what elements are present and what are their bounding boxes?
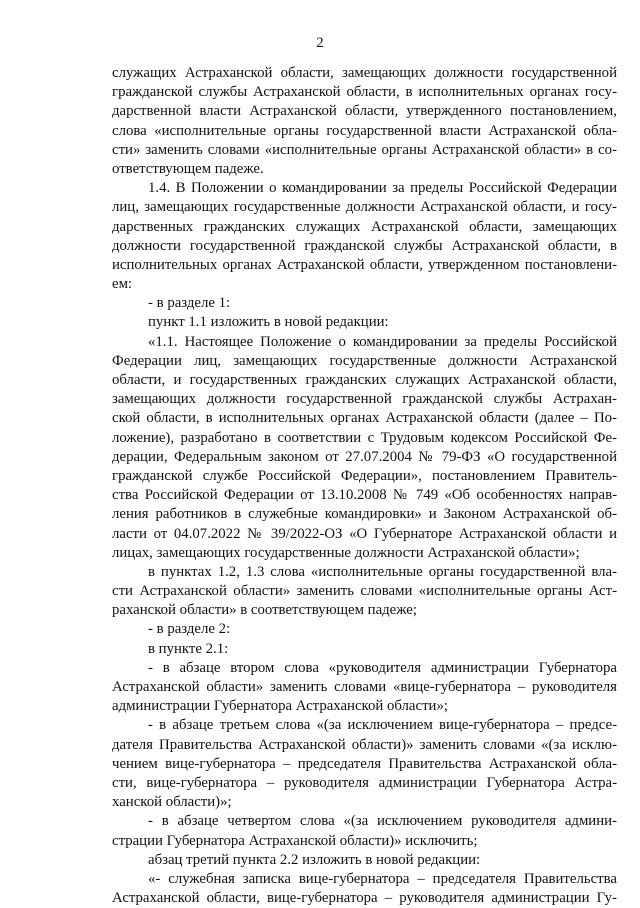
text-line: дарственной власти Астраханской области, утвержденного постановлением, [112,103,617,120]
text-line: 1.4. В Положении о командировании за пределы Российской Федерации [148,180,617,197]
text-line: сти» заменить словами «исполнительные органы Астраханской области» в со- [112,141,617,158]
text-line: в пункте 2.1: [148,640,229,657]
text-line: - в разделе 1: [148,295,231,312]
text-line: дателя Правительства Астраханской области)» заменить словами «(за исклю- [112,736,617,753]
text-line: дарственных гражданских служащих Астраханской области, замещающих [112,218,617,235]
text-line: пункт 1.1 изложить в новой редакции: [148,314,389,331]
text-line: дерации, Федеральным законом от 27.07.2004 № 79-ФЗ «О государственной [112,448,617,465]
text-line: чением вице-губернатора – председателя Правительства Астраханской обла- [112,755,617,772]
text-line: «- служебная записка вице-губернатора – председателя Правительства [148,870,617,887]
text-line: - в абзаце втором слова «руководителя администрации Губернатора [148,659,617,676]
text-line: сти Астраханской области» заменить словами «исполнительные органы Аст- [112,583,617,600]
text-line: - в разделе 2: [148,621,231,638]
document-body [112,64,617,908]
text-line: Астраханской области, вице-губернатора – руководителя администрации Гу- [112,890,617,907]
text-line: сти, вице-губернатора – руководителя администрации Губернатора Астра- [112,774,617,791]
text-line: Астраханской области» заменить словами «вице-губернатора – руководителя [112,679,617,695]
text-line: лиц, замещающих государственные должности Астраханской области, и госу- [112,199,617,216]
text-line: в пунктах 1.2, 1.3 слова «исполнительные органы государственной вла- [148,563,617,580]
text-line: замещающих должности государственной гражданской службы Астрахан- [112,391,617,408]
text-line: абзац третий пункта 2.2 изложить в новой редакции: [148,851,481,868]
page-number: 2 [316,35,324,51]
text-line: должности государственной гражданской службы Астраханской области, в [112,237,617,254]
text-line: служащих Астраханской области, замещающих должности государственной [112,65,617,81]
text-line: Федерации лиц, замещающих государственные должности Астраханской [112,352,617,369]
text-line: ем: [112,276,133,293]
text-line: раханской области» в соответствующем падеже; [112,602,417,619]
text-line: ской области, в исполнительных органах Астраханской области (далее – По- [112,410,617,427]
text-line: «1.1. Настоящее Положение о командировании за пределы Российской [148,333,617,350]
text-line: исполнительных органах Астраханской области, утвержденном постановлени- [112,256,617,273]
text-line: ласти от 04.07.2022 № 39/2022-ОЗ «О Губернаторе Астраханской области и [112,525,617,542]
text-line: - в абзаце четвертом слова «(за исключением руководителя админи- [148,813,617,830]
text-line: ложение), разработано в соответствии с Трудовым кодексом Российской Фе- [112,429,617,446]
text-line: ханской области)»; [112,794,232,811]
text-line: области, и государственных гражданских служащих Астраханской области, [112,372,617,388]
text-line: администрации Губернатора Астраханской области»; [112,698,448,715]
text-line: страции Губернатора Астраханской области)» исключить; [112,832,478,849]
text-line: гражданской службе Российской Федерации», постановлением Правитель- [112,467,617,484]
text-line: ответствующем падеже. [112,160,264,177]
text-line: лицах, замещающих государственные должности Астраханской области»; [112,544,580,561]
text-line: ления работников в служебные командировки» и Законом Астраханской об- [112,506,617,523]
text-line: гражданской службы Астраханской области, в исполнительных органах госу- [112,84,617,101]
text-line: - в абзаце третьем слова «(за исключением вице-губернатора – предсе- [148,717,617,734]
text-line: ства Российской Федерации от 13.10.2008 № 749 «Об особенностях направ- [112,487,617,504]
text-line: слова «исполнительные органы государственной власти Астраханской обла- [112,122,617,139]
